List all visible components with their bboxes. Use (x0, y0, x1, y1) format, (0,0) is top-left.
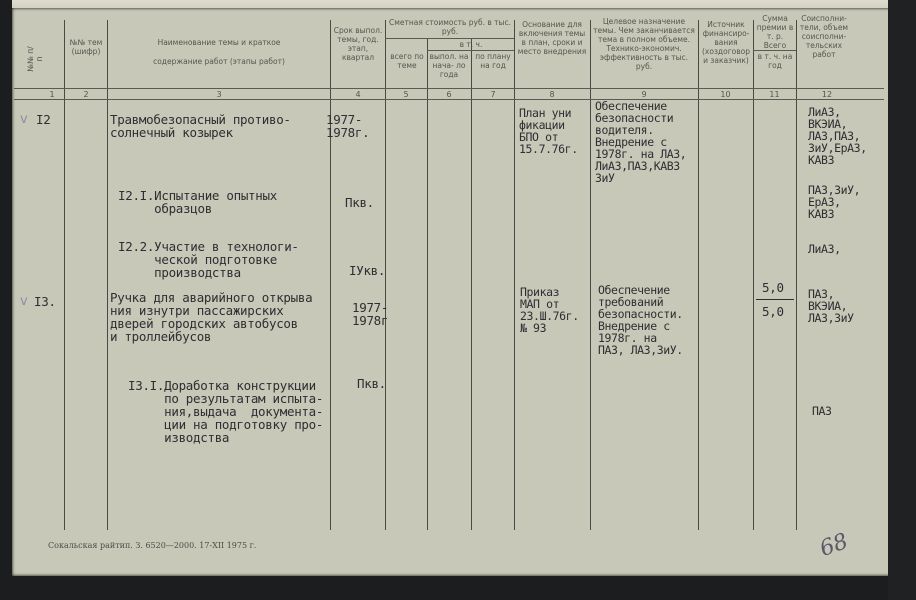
column-number: 9 (641, 90, 647, 99)
row-coexecutors: ЛиАЗ, ВКЭИА, ЛАЗ,ПАЗ, ЗиУ,ЕрАЗ, КАВЗ (808, 105, 867, 167)
header-col7: по плану на год (475, 52, 511, 70)
column-number: 11 (769, 90, 780, 99)
prize-total: 5,0 (762, 280, 784, 295)
grid-line (107, 20, 108, 530)
header-col10: Источник финансиро- вания (хоздоговор и заказчик) (701, 20, 750, 65)
row-title: Травмобезопасный противо- солнечный козырек (110, 112, 291, 140)
handwritten-page-number: 68 (816, 528, 852, 563)
header-col12: Соисполни- тели, объем соисполни- тельских работ (799, 14, 849, 59)
row-basis: План уни фикации БПО от 15.7.76г. (519, 106, 578, 156)
header-col8: Основание для включения темы в план, сроки и место внедрения (517, 20, 587, 56)
grid-line (330, 20, 331, 530)
column-number: 2 (83, 90, 89, 99)
prize-year: 5,0 (762, 304, 784, 319)
header-col6: выпол. на нача- ло года (429, 52, 469, 79)
check-mark: v (20, 112, 28, 127)
header-sub-line (753, 50, 796, 51)
grid-line (471, 38, 472, 530)
row-term: 1977- 1978г (352, 300, 389, 328)
row-purpose: Обеспечение безопасности водителя. Внедрение с 1978г. на ЛАЗ, ЛиАЗ,ПАЗ,КАВЗ ЗиУ (595, 99, 687, 185)
header-col5: всего по теме (390, 52, 424, 70)
check-mark: v (20, 294, 28, 309)
column-number: 4 (355, 90, 361, 99)
dark-edge (888, 0, 916, 600)
header-col4: Срок выпол. темы, год. этап, квартал (333, 26, 383, 62)
column-number: 7 (490, 90, 496, 99)
column-number: 5 (403, 90, 409, 99)
printer-footer: Сокальская райтип. З. 6520—2000. 17-XII 1975 г. (48, 541, 257, 550)
row-term: 1977- 1978г. (326, 112, 370, 140)
row-number: I2 (36, 112, 51, 127)
row-number: I3. (34, 294, 56, 309)
header-col2: №№ тем (шифр) (69, 38, 103, 56)
header-bottom-line (14, 88, 884, 89)
header-col5-7-top: Сметная стоимость руб. в тыс. руб. (389, 18, 511, 36)
column-number: 6 (446, 90, 452, 99)
row-coexecutors: ПАЗ,ЗиУ, ЕрАЗ, КАВЗ (808, 183, 861, 221)
row-title: Ручка для аварийного открыва ния изнутри пассажирских дверей городских автобусов и троллейбусов (110, 290, 313, 344)
grid-line (427, 38, 428, 530)
row-title: I2.I.Испытание опытных образцов (118, 188, 277, 216)
header-sub-line (385, 38, 514, 39)
column-number: 1 (49, 90, 55, 99)
column-number: 3 (216, 90, 222, 99)
header-sub-line (427, 50, 514, 51)
row-term: Пкв. (357, 376, 386, 391)
header-col3-line1: Наименование темы и краткое (157, 38, 281, 47)
column-number: 8 (549, 90, 555, 99)
row-coexecutors: ЛиАЗ, (808, 242, 841, 256)
header-col3-line2: содержание работ (этапы работ) (153, 57, 285, 66)
prize-divider (756, 299, 794, 300)
row-term: IУкв. (349, 263, 386, 278)
column-number: 12 (821, 90, 833, 99)
header-col11: Сумма премии в т. р. Всего (756, 14, 794, 50)
row-basis: Приказ МАП от 23.Ш.76г. № 93 (520, 285, 579, 335)
column-number-line (14, 99, 884, 100)
column-number: 10 (720, 90, 731, 99)
row-coexecutors: ПАЗ, ВКЭИА, ЛАЗ,ЗиУ (808, 287, 854, 325)
header-col9: Целевое назначение темы. Чем заканчивается тема в полном объеме. Технико-экономич. эффективность в тыс. руб. (593, 17, 695, 71)
row-title: I2.2.Участие в технологи- ческой подготовке производства (118, 239, 299, 280)
header-col6-7-group: в т. ч. (459, 40, 483, 49)
row-coexecutors: ПАЗ (812, 404, 832, 418)
row-purpose: Обеспечение требований безопасности. Внедрение с 1978г. на ПАЗ, ЛАЗ,ЗиУ. (598, 283, 683, 357)
grid-line (64, 20, 65, 530)
header-col11b: в т. ч. на год (757, 52, 793, 70)
row-title: I3.I.Доработка конструкции по результатам испыта- ния,выдача документа- ции на подготовку про- изводства (128, 378, 324, 445)
header-col1: №№ п/п (26, 46, 44, 72)
row-term: Пкв. (345, 195, 374, 210)
